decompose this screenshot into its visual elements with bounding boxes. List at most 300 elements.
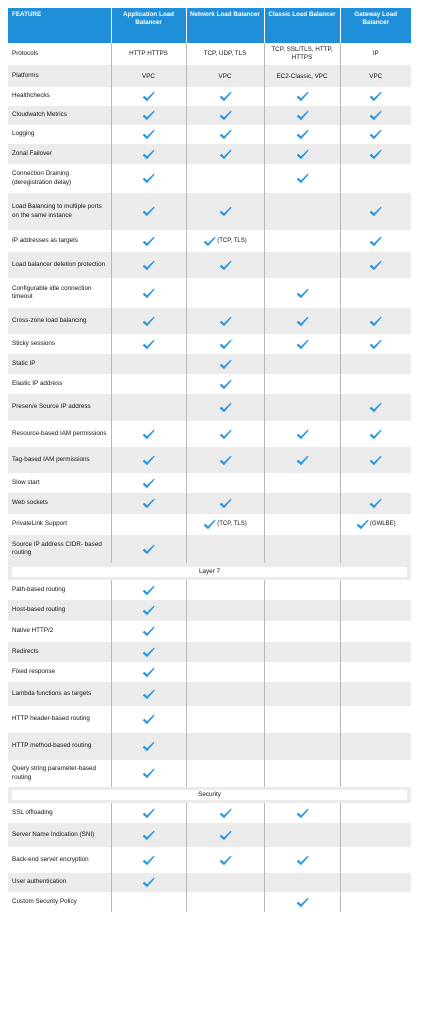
- feature-name: Cloudwatch Metrics: [8, 106, 111, 125]
- value-cell: [111, 374, 186, 394]
- check-icon: [369, 129, 382, 140]
- value-cell: [111, 164, 186, 193]
- table-row: [8, 580, 411, 600]
- value-cell: [111, 873, 186, 892]
- check-icon: [142, 455, 155, 466]
- section-label: Security: [12, 790, 407, 800]
- table-row: [8, 682, 411, 706]
- table-row: [8, 447, 411, 473]
- cell-text: VPC: [142, 72, 155, 80]
- check-icon: [296, 149, 309, 160]
- check-icon: [296, 808, 309, 819]
- table-row: [8, 164, 411, 193]
- check-note: (TCP, TLS): [217, 521, 247, 528]
- value-cell: [111, 394, 186, 421]
- feature-name: Resource-based IAM permissions: [8, 421, 111, 447]
- cell-text: TCP, SSL/TLS, HTTP, HTTPS: [271, 45, 333, 61]
- value-cell: [186, 421, 264, 447]
- value-cell: [111, 803, 186, 823]
- check-icon: [219, 498, 232, 509]
- table-row: [8, 662, 411, 682]
- table-header: [8, 8, 411, 43]
- value-cell: [340, 193, 411, 230]
- check-icon: [219, 855, 232, 866]
- value-cell: [111, 473, 186, 493]
- feature-name: Elastic IP address: [8, 374, 111, 394]
- value-cell: [111, 252, 186, 278]
- check-icon: [142, 877, 155, 888]
- check-icon: [203, 519, 216, 530]
- value-cell: [264, 760, 340, 787]
- feature-name: Redirects: [8, 642, 111, 662]
- feature-name: HTTP method-based routing: [8, 733, 111, 760]
- value-cell: [111, 823, 186, 847]
- value-cell: [264, 600, 340, 621]
- value-cell: [186, 278, 264, 308]
- cell-text: VPC: [369, 72, 383, 80]
- check-icon: [296, 455, 309, 466]
- value-cell: [340, 514, 411, 535]
- value-cell: [111, 621, 186, 642]
- value-cell: [186, 252, 264, 278]
- value-cell: [186, 847, 264, 873]
- table-row: [8, 535, 411, 563]
- value-cell: [186, 164, 264, 193]
- value-cell: [186, 760, 264, 787]
- table-row: [8, 421, 411, 447]
- check-icon: [219, 260, 232, 271]
- header-gateway-lb: Gateway Load Balancer: [340, 8, 411, 43]
- value-cell: [340, 873, 411, 892]
- value-cell: [111, 600, 186, 621]
- table-row: [8, 374, 411, 394]
- check-icon: [219, 379, 232, 390]
- header-feature: FEATURE: [8, 8, 111, 43]
- table-row: [8, 106, 411, 125]
- value-cell: [186, 308, 264, 334]
- value-cell: [340, 847, 411, 873]
- value-cell: [264, 823, 340, 847]
- feature-name: Load Balancing to multiple ports on the same instance: [8, 193, 111, 230]
- table-row: [8, 354, 411, 374]
- feature-name: Connection Draining (deregistration delay): [8, 164, 111, 193]
- value-cell: [264, 164, 340, 193]
- check-icon: [356, 519, 369, 530]
- feature-name: Cross-zone load balancing: [8, 308, 111, 334]
- check-icon: [219, 830, 232, 841]
- value-cell: [186, 621, 264, 642]
- feature-name: Configurable idle connection timeout: [8, 278, 111, 308]
- value-cell: [186, 823, 264, 847]
- table-row: [8, 394, 411, 421]
- header-application-lb: Application Load Balancer: [111, 8, 186, 43]
- check-icon: [369, 429, 382, 440]
- value-cell: [111, 43, 186, 65]
- check-icon: [142, 830, 155, 841]
- value-cell: [264, 892, 340, 912]
- value-cell: [111, 514, 186, 535]
- value-cell: [340, 65, 411, 87]
- check-icon: [369, 149, 382, 160]
- value-cell: [340, 733, 411, 760]
- value-cell: [264, 682, 340, 706]
- value-cell: [264, 394, 340, 421]
- table-row: [8, 873, 411, 892]
- feature-name: Logging: [8, 125, 111, 144]
- cell-text: TCP, UDP, TLS: [203, 49, 247, 57]
- check-icon: [219, 429, 232, 440]
- table-row: [8, 823, 411, 847]
- feature-name: Native HTTP/2: [8, 621, 111, 642]
- check-icon: [219, 808, 232, 819]
- value-cell: [340, 125, 411, 144]
- value-cell: [340, 823, 411, 847]
- value-cell: [340, 535, 411, 563]
- value-cell: [186, 803, 264, 823]
- table-row: [8, 642, 411, 662]
- value-cell: [340, 760, 411, 787]
- check-icon: [369, 110, 382, 121]
- value-cell: [111, 144, 186, 164]
- value-cell: [186, 493, 264, 514]
- check-icon: [142, 855, 155, 866]
- value-cell: [340, 473, 411, 493]
- value-cell: [264, 473, 340, 493]
- table-row: [8, 600, 411, 621]
- cell-text: HTTP HTTPS: [129, 49, 168, 57]
- value-cell: [264, 308, 340, 334]
- feature-name: Custom Security Policy: [8, 892, 111, 912]
- check-icon: [219, 455, 232, 466]
- value-cell: [340, 662, 411, 682]
- check-icon: [142, 478, 155, 489]
- check-icon: [142, 498, 155, 509]
- value-cell: [264, 580, 340, 600]
- value-cell: [111, 125, 186, 144]
- table-row: [8, 308, 411, 334]
- value-cell: [111, 334, 186, 354]
- value-cell: [264, 65, 340, 87]
- check-icon: [296, 316, 309, 327]
- feature-name: Load balancer deletion protection: [8, 252, 111, 278]
- feature-name: PrivateLink Support: [8, 514, 111, 535]
- check-icon: [142, 808, 155, 819]
- value-cell: [186, 374, 264, 394]
- value-cell: [340, 106, 411, 125]
- value-cell: [186, 706, 264, 733]
- value-cell: [264, 733, 340, 760]
- cell-text: IP: [372, 49, 379, 57]
- value-cell: [111, 193, 186, 230]
- value-cell: [186, 230, 264, 252]
- check-icon: [142, 206, 155, 217]
- value-cell: [264, 662, 340, 682]
- feature-name: Back-end server encryption: [8, 847, 111, 873]
- feature-name: Slow start: [8, 473, 111, 493]
- value-cell: [340, 580, 411, 600]
- value-cell: [186, 733, 264, 760]
- check-icon: [296, 897, 309, 908]
- comparison-page: [8, 8, 411, 912]
- table-row: [8, 87, 411, 106]
- table-row: [8, 125, 411, 144]
- value-cell: [111, 847, 186, 873]
- value-cell: [186, 873, 264, 892]
- check-icon: [142, 647, 155, 658]
- check-icon: [219, 402, 232, 413]
- check-icon: [142, 667, 155, 678]
- value-cell: [264, 873, 340, 892]
- check-icon: [142, 129, 155, 140]
- value-cell: [186, 334, 264, 354]
- check-icon: [142, 626, 155, 637]
- value-cell: [340, 308, 411, 334]
- value-cell: [264, 230, 340, 252]
- value-cell: [111, 682, 186, 706]
- section-cell: [8, 563, 411, 580]
- check-icon: [369, 206, 382, 217]
- check-icon: [296, 173, 309, 184]
- value-cell: [340, 87, 411, 106]
- value-cell: [340, 354, 411, 374]
- value-cell: [186, 43, 264, 65]
- value-cell: [186, 354, 264, 374]
- header-row: [8, 8, 411, 43]
- value-cell: [340, 621, 411, 642]
- value-cell: [340, 144, 411, 164]
- check-icon: [142, 316, 155, 327]
- value-cell: [264, 642, 340, 662]
- feature-name: Protocols: [8, 43, 111, 65]
- value-cell: [340, 642, 411, 662]
- value-cell: [186, 193, 264, 230]
- feature-name: Query string parameter-based routing: [8, 760, 111, 787]
- feature-name: Host-based routing: [8, 600, 111, 621]
- value-cell: [186, 65, 264, 87]
- value-cell: [186, 447, 264, 473]
- section-cell: [8, 787, 411, 803]
- value-cell: [111, 733, 186, 760]
- value-cell: [340, 334, 411, 354]
- check-icon: [369, 260, 382, 271]
- check-icon: [142, 91, 155, 102]
- table-row: [8, 230, 411, 252]
- feature-name: HTTP header-based routing: [8, 706, 111, 733]
- value-cell: [111, 760, 186, 787]
- check-icon: [369, 91, 382, 102]
- value-cell: [186, 892, 264, 912]
- value-cell: [264, 106, 340, 125]
- value-cell: [340, 230, 411, 252]
- feature-name: Sticky sessions: [8, 334, 111, 354]
- value-cell: [186, 87, 264, 106]
- feature-name: Source IP address CIDR- based routing: [8, 535, 111, 563]
- value-cell: [111, 535, 186, 563]
- check-icon: [296, 855, 309, 866]
- value-cell: [186, 662, 264, 682]
- check-icon: [369, 339, 382, 350]
- feature-name: User authentication: [8, 873, 111, 892]
- value-cell: [186, 473, 264, 493]
- check-icon: [296, 91, 309, 102]
- value-cell: [340, 682, 411, 706]
- check-icon: [296, 110, 309, 121]
- feature-name: Preserve Source IP address: [8, 394, 111, 421]
- value-cell: [111, 106, 186, 125]
- header-classic-lb: Classic Load Balancer: [264, 8, 340, 43]
- value-cell: [264, 421, 340, 447]
- table-row: [8, 621, 411, 642]
- value-cell: [340, 278, 411, 308]
- check-icon: [219, 339, 232, 350]
- check-icon: [296, 129, 309, 140]
- value-cell: [264, 706, 340, 733]
- check-icon: [142, 236, 155, 247]
- check-icon: [142, 605, 155, 616]
- value-cell: [340, 252, 411, 278]
- check-icon: [142, 714, 155, 725]
- value-cell: [340, 892, 411, 912]
- check-icon: [219, 359, 232, 370]
- table-row: [8, 278, 411, 308]
- check-icon: [296, 339, 309, 350]
- feature-name: Healthchecks: [8, 87, 111, 106]
- value-cell: [111, 87, 186, 106]
- check-icon: [219, 149, 232, 160]
- value-cell: [111, 662, 186, 682]
- table-row: [8, 803, 411, 823]
- check-icon: [369, 236, 382, 247]
- check-icon: [142, 173, 155, 184]
- table-row: [8, 144, 411, 164]
- table-row: [8, 733, 411, 760]
- header-network-lb: Network Load Balancer: [186, 8, 264, 43]
- check-icon: [369, 402, 382, 413]
- value-cell: [340, 421, 411, 447]
- value-cell: [186, 642, 264, 662]
- check-icon: [219, 91, 232, 102]
- check-icon: [142, 260, 155, 271]
- value-cell: [111, 65, 186, 87]
- check-icon: [142, 585, 155, 596]
- value-cell: [340, 394, 411, 421]
- check-note: (GWLBE): [369, 521, 396, 528]
- check-icon: [142, 339, 155, 350]
- check-icon: [142, 741, 155, 752]
- value-cell: [186, 394, 264, 421]
- value-cell: [340, 374, 411, 394]
- check-icon: [219, 129, 232, 140]
- check-icon: [142, 429, 155, 440]
- value-cell: [111, 892, 186, 912]
- value-cell: [340, 493, 411, 514]
- check-icon: [219, 206, 232, 217]
- feature-name: Tag-based IAM permissions: [8, 447, 111, 473]
- check-icon: [142, 288, 155, 299]
- value-cell: [111, 308, 186, 334]
- value-cell: [340, 447, 411, 473]
- value-cell: [264, 621, 340, 642]
- value-cell: [264, 447, 340, 473]
- value-cell: [111, 706, 186, 733]
- value-cell: [111, 493, 186, 514]
- value-cell: [264, 43, 340, 65]
- feature-name: Web sockets: [8, 493, 111, 514]
- section-row: [8, 787, 411, 803]
- table-row: [8, 65, 411, 87]
- check-icon: [369, 498, 382, 509]
- value-cell: [264, 278, 340, 308]
- value-cell: [186, 514, 264, 535]
- value-cell: [264, 847, 340, 873]
- feature-name: Server Name Indication (SNI): [8, 823, 111, 847]
- table-row: [8, 892, 411, 912]
- value-cell: [111, 421, 186, 447]
- table-row: [8, 514, 411, 535]
- check-icon: [369, 316, 382, 327]
- value-cell: [264, 334, 340, 354]
- cell-text: EC2-Classic, VPC: [276, 72, 328, 80]
- value-cell: [186, 144, 264, 164]
- check-icon: [142, 689, 155, 700]
- value-cell: [264, 252, 340, 278]
- table-row: [8, 760, 411, 787]
- load-balancer-comparison-table: [8, 8, 411, 912]
- table-row: [8, 252, 411, 278]
- check-icon: [296, 429, 309, 440]
- table-row: [8, 193, 411, 230]
- value-cell: [264, 193, 340, 230]
- feature-name: Lambda functions as targets: [8, 682, 111, 706]
- section-row: [8, 563, 411, 580]
- feature-name: Fixed response: [8, 662, 111, 682]
- value-cell: [111, 278, 186, 308]
- check-icon: [219, 110, 232, 121]
- table-row: [8, 847, 411, 873]
- value-cell: [264, 374, 340, 394]
- check-icon: [142, 110, 155, 121]
- feature-name: Platforms: [8, 65, 111, 87]
- section-label: Layer 7: [12, 567, 407, 577]
- check-icon: [142, 544, 155, 555]
- table-row: [8, 334, 411, 354]
- check-icon: [219, 316, 232, 327]
- value-cell: [340, 600, 411, 621]
- table-row: [8, 493, 411, 514]
- value-cell: [264, 144, 340, 164]
- value-cell: [111, 642, 186, 662]
- value-cell: [264, 514, 340, 535]
- cell-text: VPC: [218, 72, 232, 80]
- feature-name: IP addresses as targets: [8, 230, 111, 252]
- value-cell: [186, 125, 264, 144]
- check-icon: [142, 768, 155, 779]
- value-cell: [264, 87, 340, 106]
- value-cell: [186, 600, 264, 621]
- table-body: [8, 43, 411, 912]
- value-cell: [340, 803, 411, 823]
- value-cell: [111, 354, 186, 374]
- feature-name: Zonal Failover: [8, 144, 111, 164]
- feature-name: SSL offloading: [8, 803, 111, 823]
- value-cell: [111, 447, 186, 473]
- check-note: (TCP, TLS): [217, 237, 247, 244]
- value-cell: [264, 493, 340, 514]
- check-icon: [296, 288, 309, 299]
- value-cell: [264, 803, 340, 823]
- feature-name: Path-based routing: [8, 580, 111, 600]
- value-cell: [111, 580, 186, 600]
